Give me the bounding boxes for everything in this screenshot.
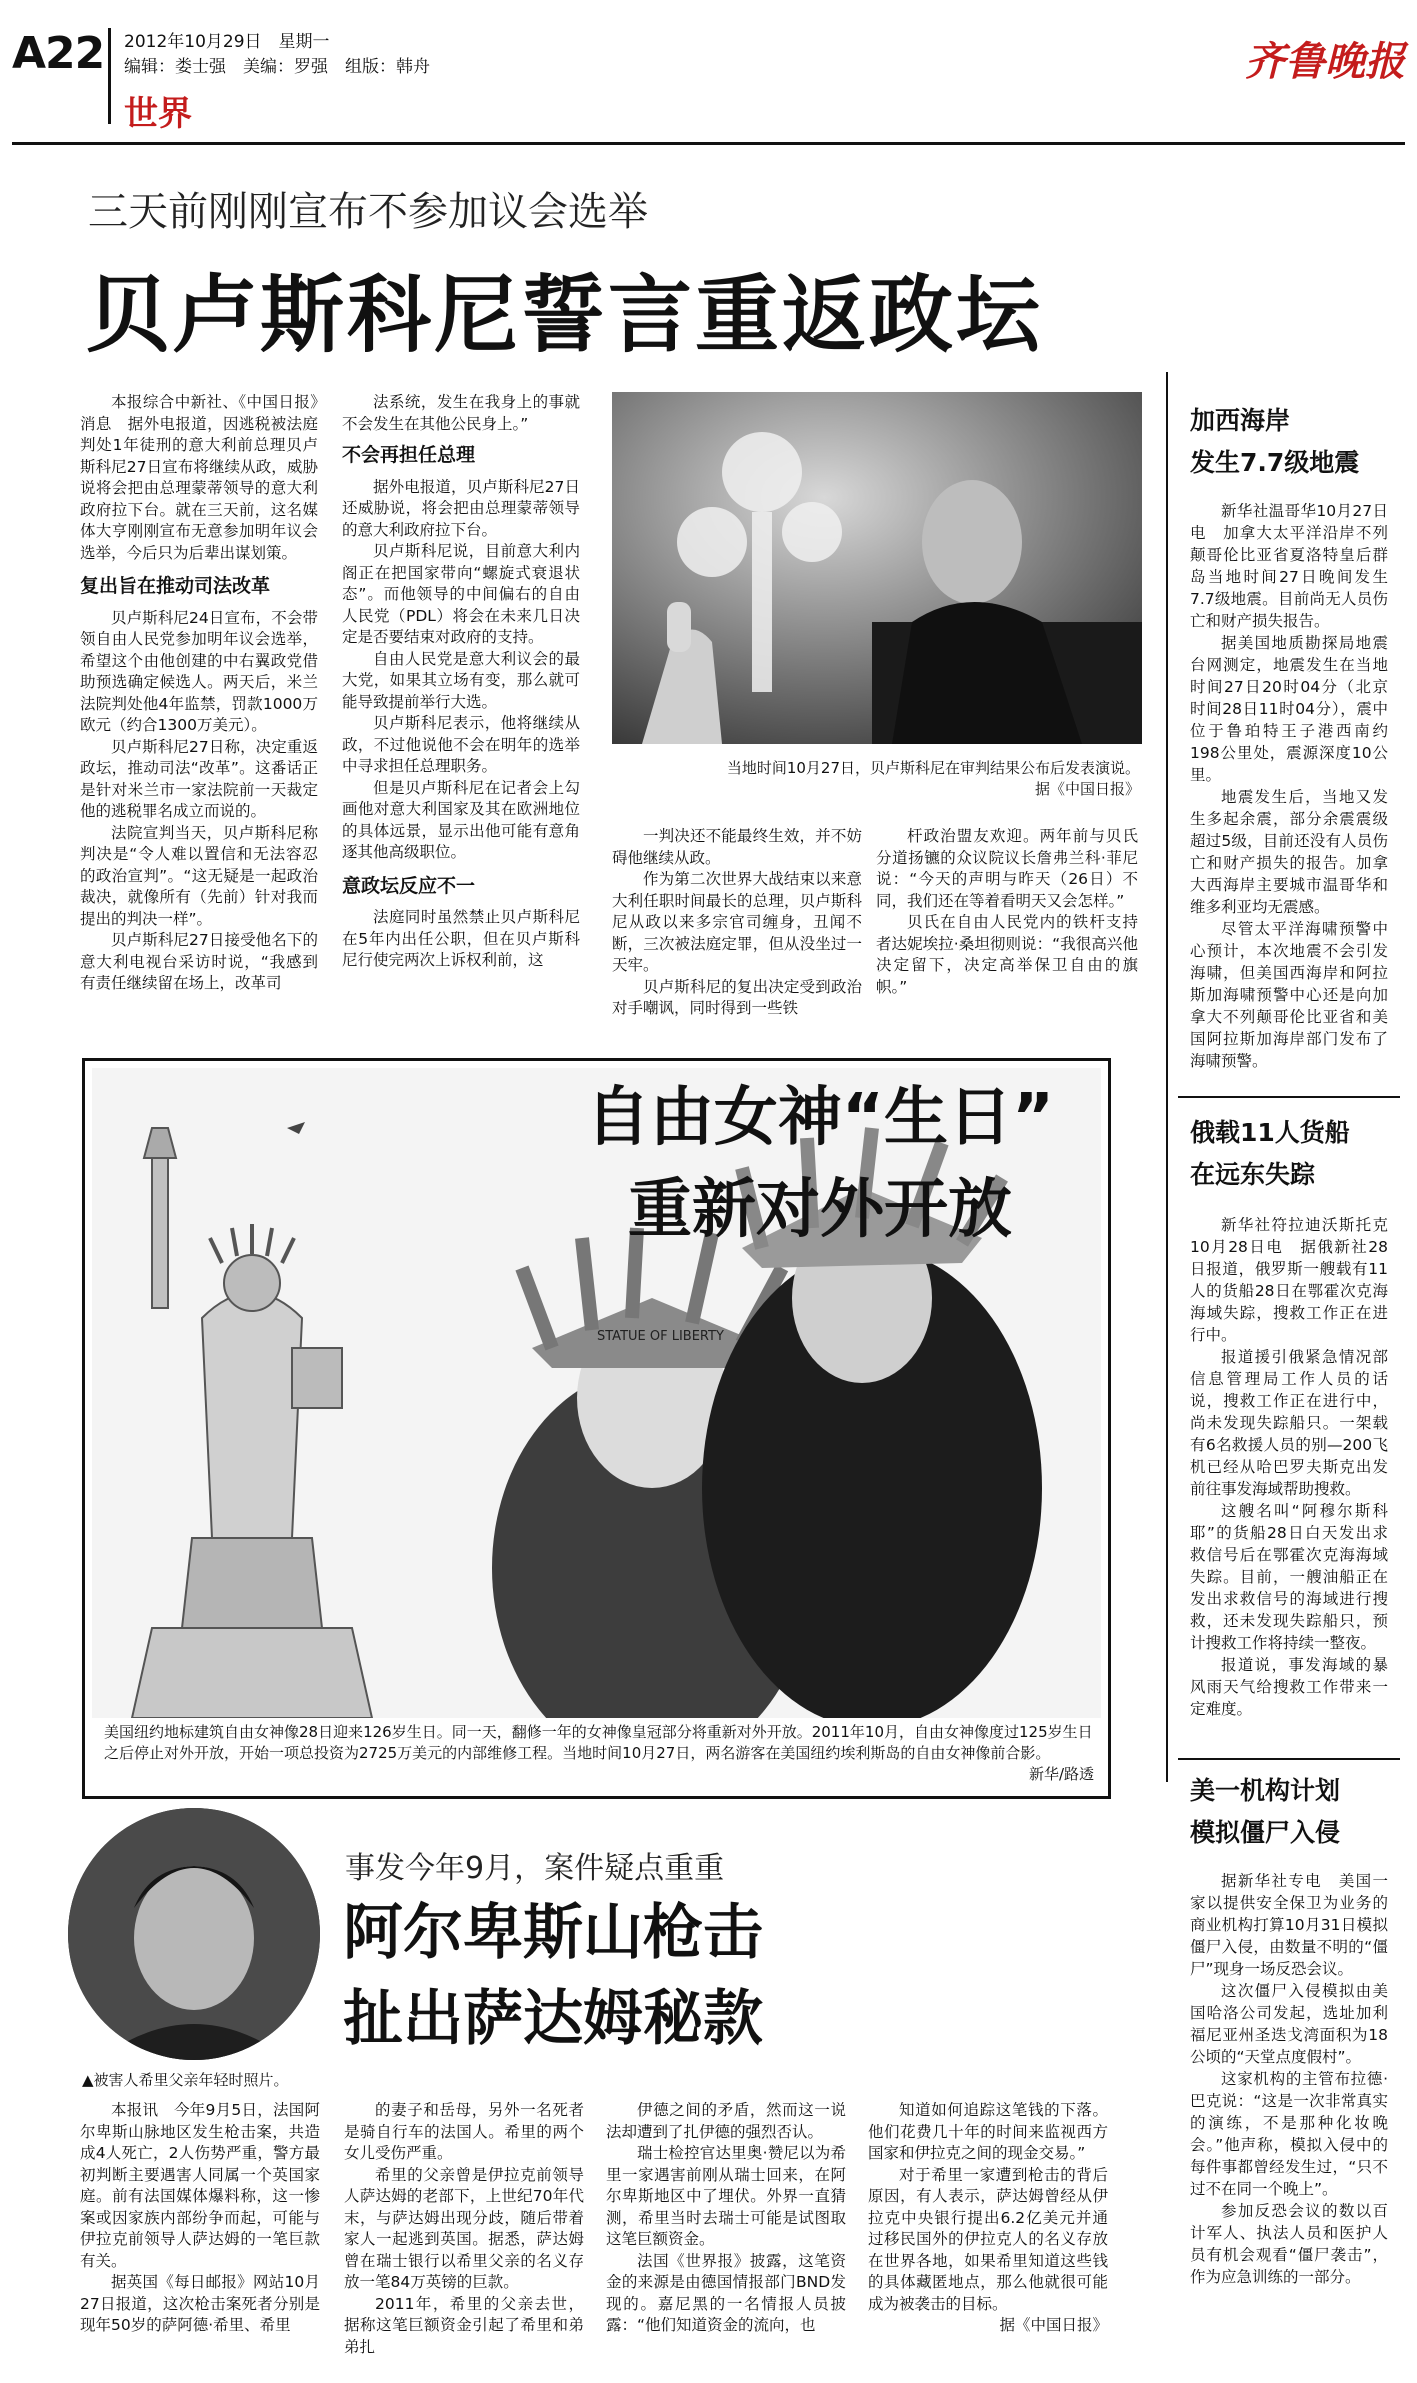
lead-paragraph: 贝卢斯科尼的复出决定受到政治对手嘲讽，同时得到一些铁 [612, 977, 862, 1017]
editor-credits: 编辑：娄士强 美编：罗强 组版：韩舟 [124, 57, 430, 77]
sidebar-title-line: 在远东失踪 [1190, 1160, 1316, 1189]
sidebar-paragraph: 这艘名叫“阿穆尔斯科耶”的货船28日白天发出求救信号后在鄂霍次克海海域失踪。目前，一艘油船正在发出求救信号的海域进行搜救，还未发现失踪船只，预计搜救工作将持续一整夜。 [1190, 1502, 1388, 1652]
lead-paragraph: 作为第二次世界大战结束以来意大利任职时间最长的总理，贝卢斯科尼从政以来多宗官司缠身，丑闻不断，三次被法庭定罪，但从没坐过一天牢。 [612, 870, 862, 974]
caption-text: 美国纽约地标建筑自由女神像28日迎来126岁生日。同一天，翻修一年的女神像皇冠部分将重新对外开放。2011年10月，自由女神像度过125岁生日之后停止对外开放，开始一项总投资为2725万美元的内部维修工程。当地时间10月27日，两名游客在美国纽约埃利斯岛的自由女神像前合影。 [104, 1723, 1093, 1762]
lead-paragraph: 法系统，发生在我身上的事就不会发生在其他公民身上。” [342, 393, 580, 433]
syria-paragraph: 希里的父亲曾是伊拉克前领导人萨达姆的老部下，上世纪70年代末，与萨达姆出现分歧，随后带着家人一起逃到英国。据悉，萨达姆曾在瑞士银行以希里父亲的名义存放一笔84万英镑的巨款。 [344, 2165, 584, 2291]
sidebar-body [1190, 500, 1388, 1072]
caption-credit: 据《中国日报》 [1034, 780, 1140, 798]
lead-column-2 [342, 392, 580, 972]
sidebar-paragraph: 据新华社专电 美国一家以提供安全保卫为业务的商业机构打算10月31日模拟僵尸入侵，由数量不明的“僵尸”现身一场反恐会议。 [1190, 1872, 1388, 1978]
statue-headline-line2: 重新对外开放 [628, 1173, 1012, 1247]
syria-paragraph: 据英国《每日邮报》网站10月27日报道，这次枪击案死者分别是现年50岁的萨阿德·希里、希里 [80, 2273, 320, 2334]
sidebar-item-earthquake [1190, 400, 1388, 1072]
sidebar-paragraph: 这家机构的主管布拉德·巴克说：“这是一次非常真实的演练，不是那种化妆晚会。”他声称，模拟入侵中的每件事都曾经发生过，“只不过不在同一个晚上”。 [1190, 2070, 1388, 2198]
lead-paragraph: 贝卢斯科尼27日接受他名下的意大利电视台采访时说，“我感到有责任继续留在场上，改革司 [80, 931, 318, 992]
lead-paragraph: 贝卢斯科尼27日称，决定重返政坛，推动司法“改革”。这番话正是针对米兰市一家法院前一天裁定他的逃税罪名成立而说的。 [80, 737, 318, 820]
sidebar-title-line: 发生7.7级地震 [1190, 448, 1360, 477]
statue-caption [104, 1722, 1094, 1785]
caption-credit: 新华/路透 [1028, 1765, 1094, 1783]
sidebar-paragraph: 尽管太平洋海啸预警中心预计，本次地震不会引发海啸，但美国西海岸和阿拉斯加海啸预警中心还是向加拿大不列颠哥伦比亚省和美国阿拉斯加海岸部门发布了海啸预警。 [1190, 920, 1388, 1070]
sidebar-paragraph: 参加反恐会议的数以百计军人、执法人员和医护人员有机会观看“僵尸袭击”，作为应急训练的一部分。 [1190, 2202, 1388, 2286]
syria-paragraph: 知道如何追踪这笔钱的下落。他们花费几十年的时间来监视西方国家和伊拉克之间的现金交易。” [868, 2101, 1108, 2162]
issue-date: 2012年10月29日 星期一 [124, 32, 330, 52]
syria-kicker: 事发今年9月，案件疑点重重 [345, 1851, 725, 1886]
lead-subhead-2: 不会再担任总理 [342, 444, 476, 466]
syria-headline-line2: 扯出萨达姆秘款 [343, 1984, 763, 2054]
header-divider [108, 28, 111, 124]
sidebar-item-cargo-ship [1190, 1112, 1388, 1720]
sidebar-paragraph: 这次僵尸入侵模拟由美国哈洛公司发起，选址加利福尼亚州圣迭戈湾面积为18公顷的“天堂点度假村”。 [1190, 1982, 1388, 2066]
header-meta [124, 30, 430, 80]
statue-headline-line1: 自由女神“生日” [585, 1081, 1055, 1155]
lead-paragraph: 法院宣判当天，贝卢斯科尼称判决是“令人难以置信和无法容忍的政治宣判”。“这无疑是一起政治裁决，就像所有（先前）针对我而提出的判决一样”。 [80, 823, 318, 928]
page-code: A22 [12, 28, 105, 79]
syria-column-2 [344, 2100, 584, 2358]
berlusconi-photo [612, 392, 1142, 744]
syria-headline-line1: 阿尔卑斯山枪击 [343, 1898, 763, 1968]
victim-photo [68, 1808, 320, 2060]
berlusconi-photo-illustration [612, 392, 1142, 744]
syria-paragraph: 瑞士检控官达里奥·赞尼以为希里一家遇害前刚从瑞士回来，在阿尔卑斯地区中了埋伏。外界一直猜测，希里当时去瑞士可能是试图取这笔巨额资金。 [606, 2144, 846, 2248]
sidebar-paragraph: 新华社符拉迪沃斯托克10月28日电 据俄新社28日报道，俄罗斯一艘载有11人的货船28日在鄂霍次克海海域失踪，搜救工作正在进行中。 [1190, 1216, 1388, 1344]
lead-kicker: 三天前刚刚宣布不参加议会选举 [88, 189, 648, 235]
sidebar-paragraph: 地震发生后，当地又发生多起余震，部分余震震级超过5级，目前还没有人员伤亡和财产损失的报告。加拿大西海岸主要城市温哥华和维多利亚均无震感。 [1190, 788, 1388, 916]
sidebar-title [1190, 1112, 1388, 1196]
lead-paragraph: 一判决还不能最终生效，并不妨碍他继续从政。 [612, 827, 862, 867]
victim-photo-caption: ▲被害人希里父亲年轻时照片。 [82, 2071, 289, 2089]
lead-paragraph: 法庭同时虽然禁止贝卢斯科尼在5年内出任公职，但在贝卢斯科尼行使完两次上诉权利前，这 [342, 908, 580, 969]
caption-text: 当地时间10月27日，贝卢斯科尼在审判结果公布后发表演说。 [726, 759, 1140, 777]
syria-paragraph: 伊德之间的矛盾，然而这一说法却遭到了扎伊德的强烈否认。 [606, 2101, 846, 2141]
sidebar-paragraph: 新华社温哥华10月27日电 加拿大太平洋沿岸不列颠哥伦比亚省夏洛特皇后群岛当地时间27日晚间发生7.7级地震。目前尚无人员伤亡和财产损失报告。 [1190, 502, 1388, 630]
masthead-logo: 齐鲁晚报 [1245, 38, 1405, 85]
syria-paragraph: 对于希里一家遭到枪击的背后原因，有人表示，萨达姆曾经从伊拉克中央银行提出6.2亿美元并通过移民国外的伊拉克人的名义存放在世界各地，如果希里知道这些钱的具体藏匿地点，那么他就很可能成为被袭击的目标。 [868, 2165, 1108, 2313]
sidebar-title-line: 俄载11人货船 [1190, 1118, 1350, 1147]
lead-paragraph: 杆政治盟友欢迎。两年前与贝氏分道扬镳的众议院议长詹弗兰科·菲尼说：“今天的声明与昨天（26日）不同，我们还在等着看明天又会怎样。” [876, 827, 1138, 910]
lead-headline: 贝卢斯科尼誓言重返政坛 [86, 266, 1044, 364]
syria-headline [343, 1890, 763, 2062]
sidebar-rule [1178, 1758, 1400, 1760]
sidebar-title [1190, 1770, 1388, 1854]
sidebar-item-zombie [1190, 1770, 1388, 2288]
sidebar-paragraph: 据美国地质勘探局地震台网测定，地震发生在当地时间27日20时04分（北京时间28日11时04分），震中位于鲁珀特王子港西南约198公里处，震源深度10公里。 [1190, 634, 1388, 784]
sidebar-title-line: 美一机构计划 [1190, 1776, 1341, 1805]
syria-paragraph: 本报讯 今年9月5日，法国阿尔卑斯山脉地区发生枪击案，共造成4人死亡，2人伤势严重，警方最初判断主要遇害人同属一个英国家庭。前有法国媒体爆料称，这一惨案或因家族内部纷争而起，可能与伊拉克前领导人萨达姆的一笔巨款有关。 [80, 2101, 320, 2270]
statue-headline [560, 1072, 1080, 1256]
lead-paragraph: 贝卢斯科尼说，目前意大利内阁正在把国家带向“螺旋式衰退状态”。而他领导的中间偏右的自由人民党（PDL）将会在未来几日决定是否要结束对政府的支持。 [342, 542, 580, 646]
lead-subhead-3: 意政坛反应不一 [342, 874, 476, 897]
lead-paragraph: 自由人民党是意大利议会的最大党，如果其立场有变，那么就可能导致提前举行大选。 [342, 649, 580, 711]
lead-column-4 [876, 826, 1138, 998]
sidebar-paragraph: 报道援引俄紧急情况部信息管理局工作人员的话说，搜救工作正在进行中，尚未发现失踪船只。一架载有6名救援人员的别—200飞机已经从哈巴罗夫斯克出发前往事发海域帮助搜救。 [1190, 1348, 1388, 1498]
syria-column-1 [80, 2100, 320, 2337]
lead-subhead-1: 复出旨在推动司法改革 [80, 575, 271, 597]
sidebar-title [1190, 400, 1388, 484]
lead-photo-caption [640, 758, 1140, 800]
lead-paragraph: 但是贝卢斯科尼在记者会上勾画他对意大利国家及其在欧洲地位的具体远景，显示出他可能有意角逐其他高级职位。 [342, 778, 580, 861]
syria-paragraph: 法国《世界报》披露，这笔资金的来源是由德国情报部门BND发现的。嘉尼黑的一名情报人员披露：“他们知道资金的流向，也 [606, 2251, 846, 2334]
hat-text: STATUE OF LIBERTY [597, 1329, 724, 1344]
sidebar-rule [1178, 1096, 1400, 1098]
lead-paragraph: 贝氏在自由人民党内的铁杆支持者达妮埃拉·桑坦彻则说：“我很高兴他决定留下，决定高举保卫自由的旗帜。” [876, 913, 1138, 996]
sidebar-title-line: 模拟僵尸入侵 [1190, 1818, 1341, 1847]
victim-photo-illustration [68, 1808, 320, 2060]
lead-paragraph: 贝卢斯科尼表示，他将继续从政，不过他说他不会在明年的选举中寻求担任总理职务。 [342, 714, 580, 775]
syria-column-3 [606, 2100, 846, 2337]
sidebar-paragraph: 报道说，事发海域的暴风雨天气给搜救工作带来一定难度。 [1190, 1656, 1388, 1718]
syria-paragraph: 的妻子和岳母，另外一名死者是骑自行车的法国人。希里的两个女儿受伤严重。 [344, 2101, 584, 2162]
section-label: 世界 [124, 94, 192, 134]
syria-paragraph: 2011年，希里的父亲去世，据称这笔巨额资金引起了希里和弟弟扎 [344, 2294, 584, 2356]
lead-paragraph: 本报综合中新社、《中国日报》消息 据外电报道，因逃税被法庭判处1年徒刑的意大利前总理贝卢斯科尼27日宣布将继续从政，威胁说将会把由总理蒙蒂领导的意大利政府拉下台。就在三天前，这名媒体大亨刚刚宣布无意参加明年议会选举，今后只为后辈出谋划策。 [80, 393, 318, 562]
lead-column-3 [612, 826, 862, 1020]
sidebar-body [1190, 1870, 1388, 2288]
lead-column-1 [80, 392, 318, 995]
sidebar-title-line: 加西海岸 [1190, 406, 1291, 435]
lead-paragraph: 贝卢斯科尼24日宣布，不会带领自由人民党参加明年议会选举，希望这个由他创建的中右翼政党借助预选确定候选人。两天后，米兰法院判处他4年监禁，罚款1000万欧元（约合1300万美元）。 [80, 608, 318, 734]
header-rule [12, 142, 1405, 145]
lead-paragraph: 据外电报道，贝卢斯科尼27日还威胁说，将会把由总理蒙蒂领导的意大利政府拉下台。 [342, 477, 580, 539]
sidebar-body [1190, 1214, 1388, 1720]
syria-column-4 [868, 2100, 1108, 2337]
sidebar-divider [1166, 372, 1168, 1782]
syria-credit: 据《中国日报》 [999, 2316, 1108, 2334]
